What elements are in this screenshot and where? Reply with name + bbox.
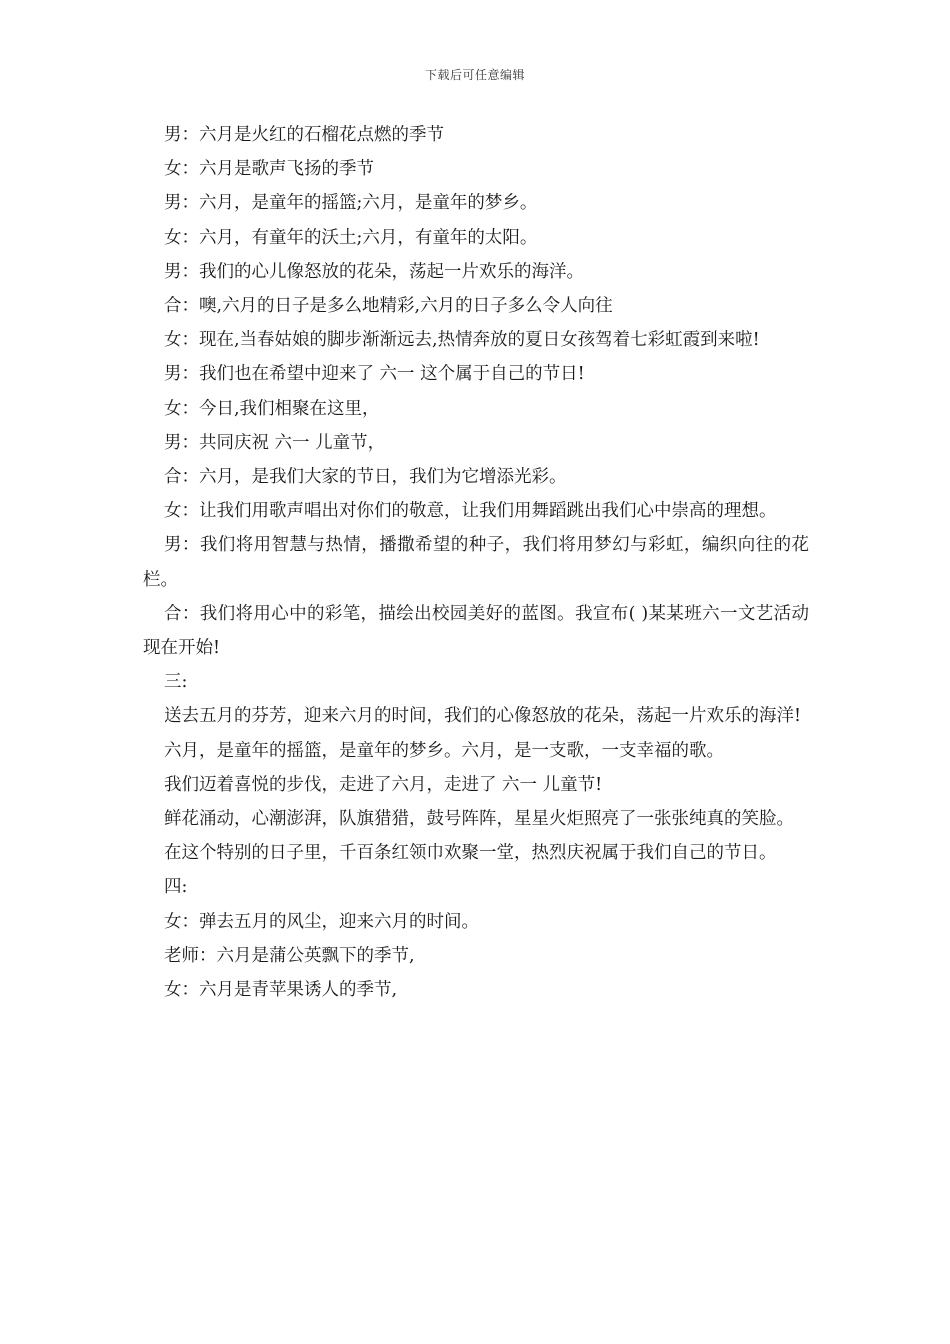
paragraph: 女：六月，有童年的沃土;六月，有童年的太阳。 [164, 227, 538, 248]
paragraph: 女：今日,我们相聚在这里， [164, 398, 380, 419]
paragraph: 我们迈着喜悦的步伐，走进了六月，走进了 六一 儿童节! [164, 774, 603, 795]
paragraph: 在这个特别的日子里，千百条红领巾欢聚一堂，热烈庆祝属于我们自己的节日。 [164, 843, 777, 864]
paragraph: 六月，是童年的摇篮，是童年的梦乡。六月，是一支歌，一支幸福的歌。 [164, 740, 724, 761]
paragraph: 老师：六月是蒲公英飘下的季节, [164, 945, 415, 966]
document-body [143, 118, 809, 1007]
paragraph: 男：六月，是童年的摇篮;六月，是童年的梦乡。 [164, 193, 538, 214]
paragraph: 鲜花涌动，心潮澎湃，队旗猎猎，鼓号阵阵，星星火炬照亮了一张张纯真的笑脸。 [164, 809, 794, 830]
paragraph: 男：我们将用智慧与热情，播撒希望的种子，我们将用梦幻与彩虹，编织向往的花栏。 [143, 535, 809, 590]
paragraph: 男：我们的心儿像怒放的花朵，荡起一片欢乐的海洋。 [164, 261, 584, 282]
paragraph: 男：六月是火红的石榴花点燃的季节 [164, 125, 444, 145]
paragraph: 女：让我们用歌声唱出对你们的敬意，让我们用舞蹈跳出我们心中崇高的理想。 [164, 501, 777, 522]
paragraph: 合：噢,六月的日子是多么地精彩,六月的日子多么令人向往 [164, 296, 613, 317]
paragraph: 合：我们将用心中的彩笔，描绘出校园美好的蓝图。我宣布( )某某班六一文艺活动现在开始! [143, 603, 809, 659]
paragraph: 合：六月，是我们大家的节日，我们为它增添光彩。 [164, 467, 567, 488]
page-header-note: 下载后可任意编辑 [424, 68, 525, 82]
paragraph: 女：六月是歌声飞扬的季节 [164, 159, 374, 180]
section-heading: 三: [164, 672, 188, 693]
paragraph: 女：六月是青苹果诱人的季节, [164, 980, 398, 1001]
paragraph: 男：共同庆祝 六一 儿童节， [164, 432, 386, 453]
paragraph: 女：现在,当春姑娘的脚步渐渐远去,热情奔放的夏日女孩驾着七彩虹霞到来啦! [164, 330, 760, 351]
paragraph: 女：弹去五月的风尘，迎来六月的时间。 [164, 911, 479, 932]
section-heading: 四: [164, 877, 188, 898]
paragraph: 男：我们也在希望中迎来了 六一 这个属于自己的节日! [164, 364, 585, 385]
paragraph: 送去五月的芬芳，迎来六月的时间，我们的心像怒放的花朵，荡起一片欢乐的海洋! [164, 706, 802, 727]
